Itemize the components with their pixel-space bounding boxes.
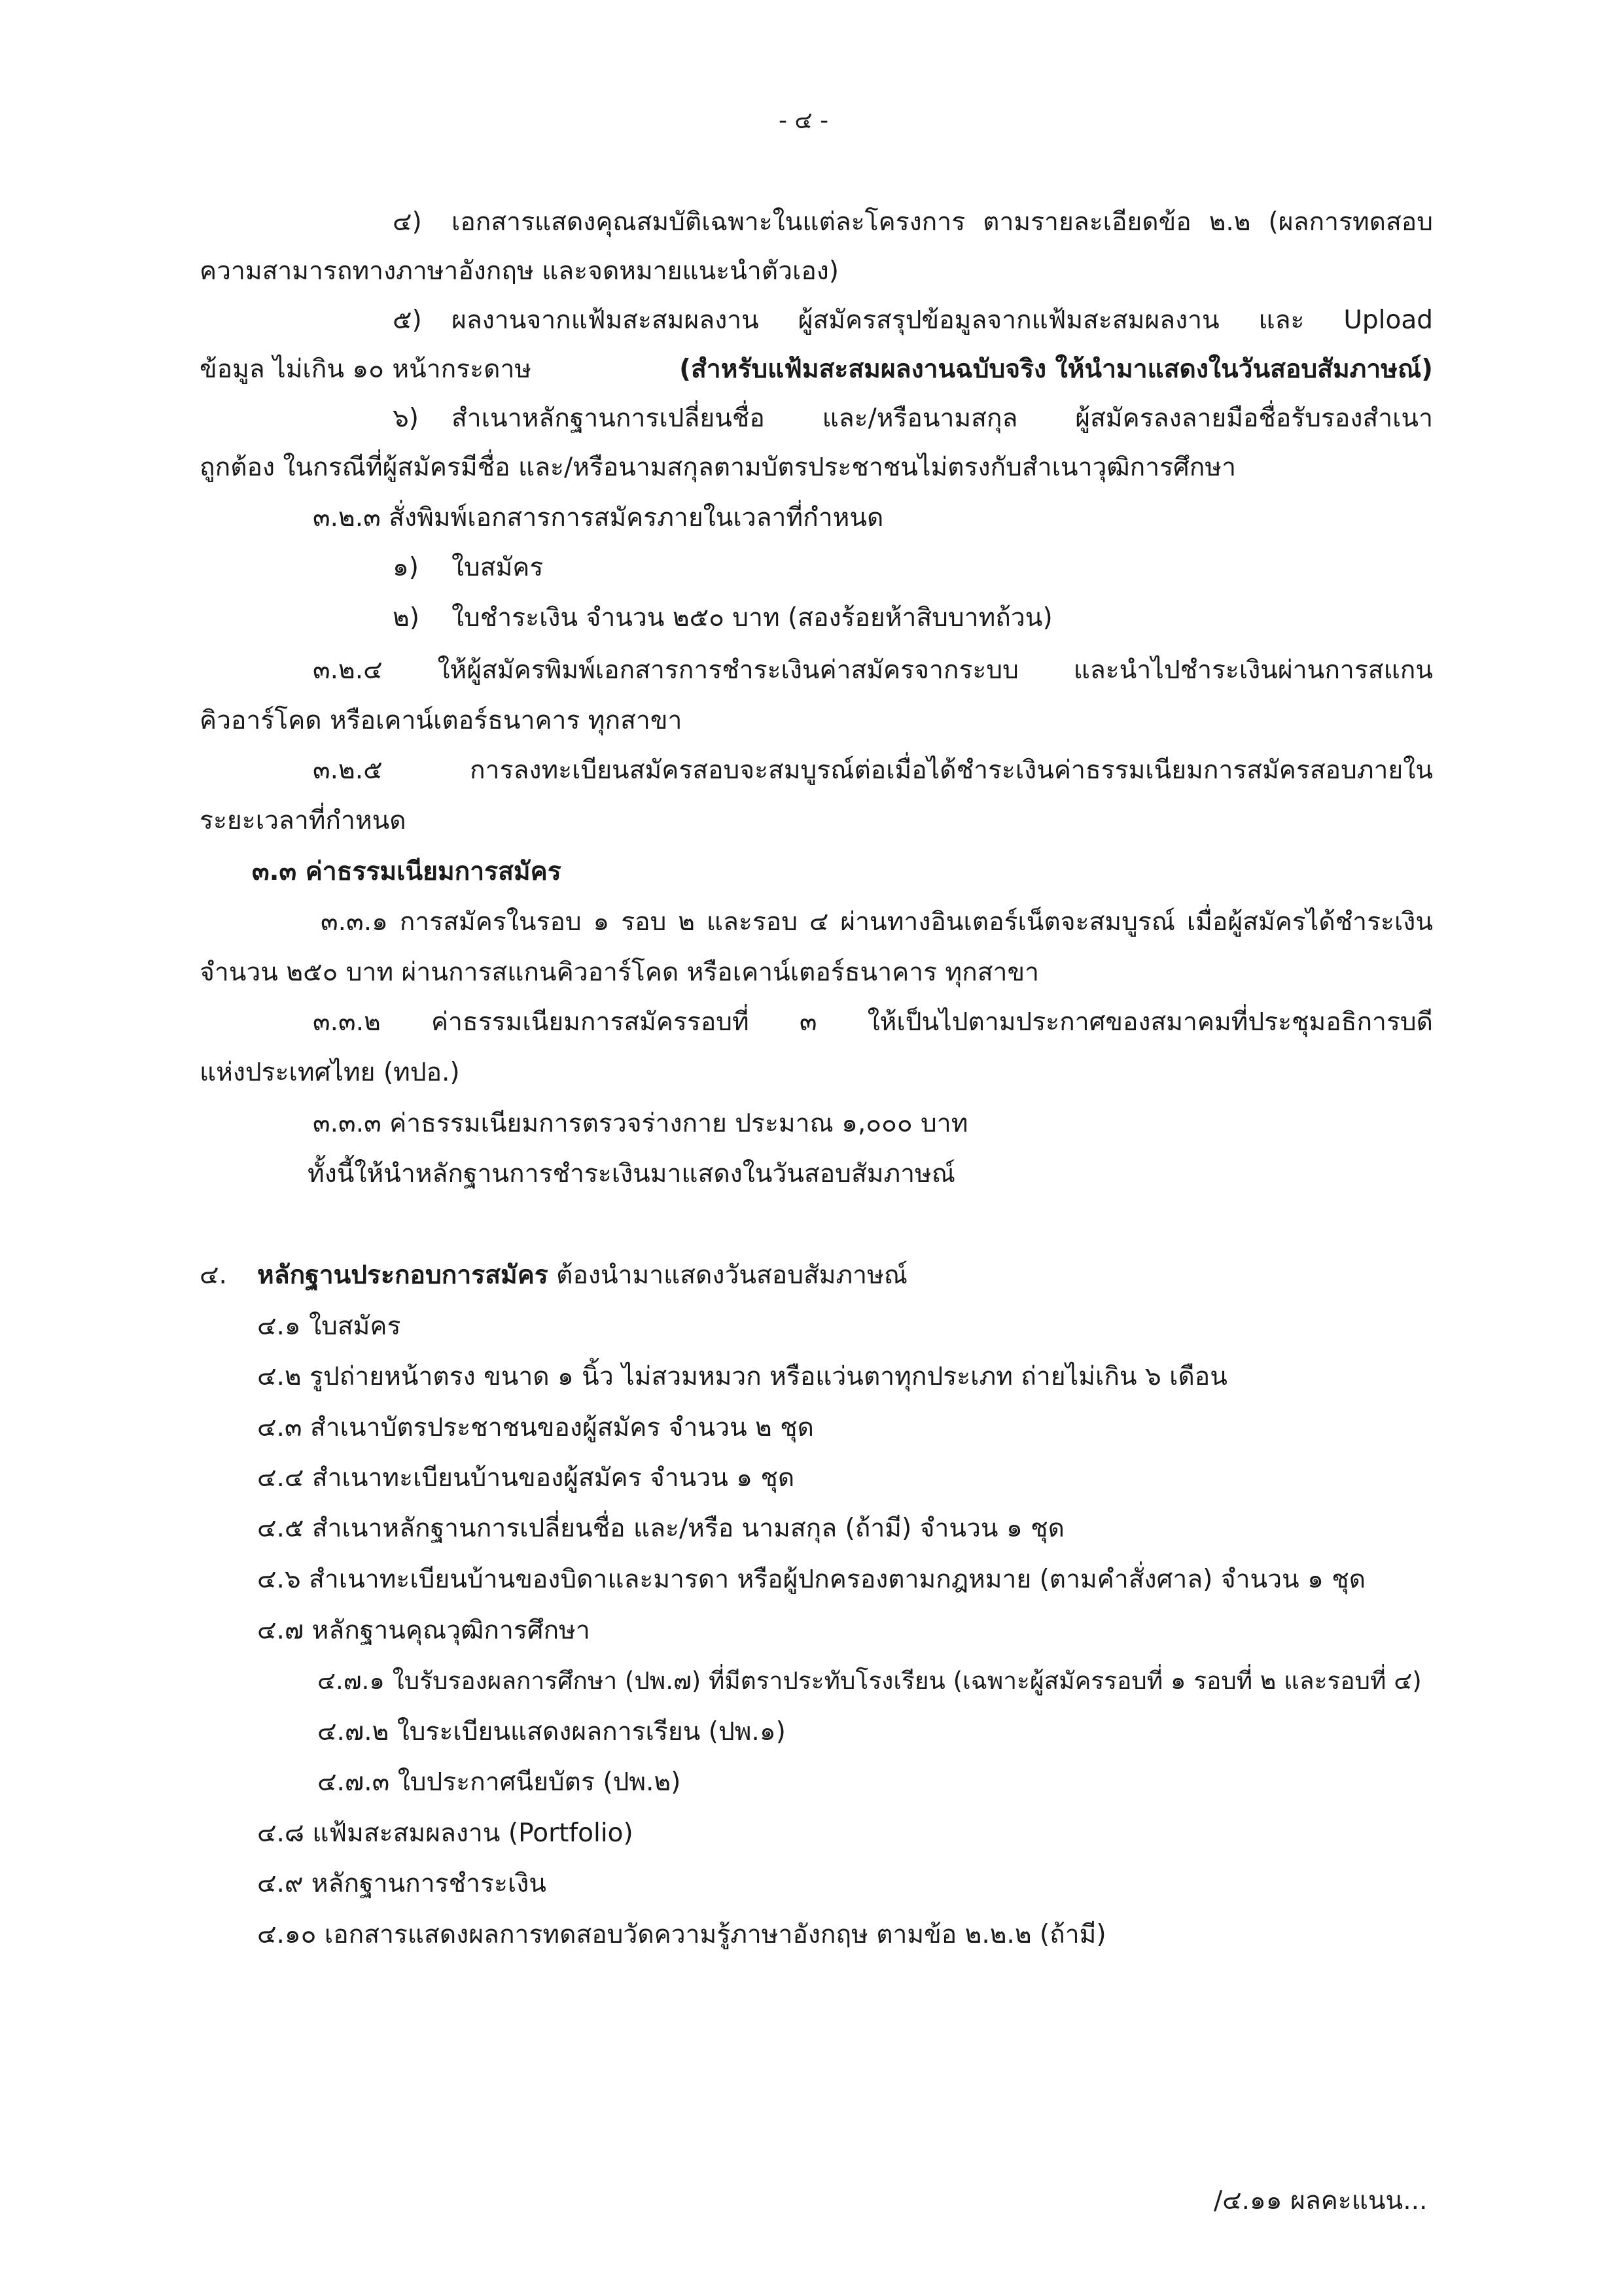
item-4-10: ๔.๑๐ เอกสารแสดงผลการทดสอบวัดความรู้ภาษาอังกฤษ ตามข้อ ๒.๒.๒ (ถ้ามี) [257,1920,1106,1949]
section-3-2-5-continuation: ระยะเวลาที่กำหนด [200,806,406,835]
section-3-2-5: ๓.๒.๕ การลงทะเบียนสมัครสอบจะสมบูรณ์ต่อเมื่อได้ชำระเงินค่าธรรมเนียมการสมัครสอบภายใน [313,756,1433,785]
item-5-text: ผลงานจากแฟ้มสะสมผลงาน ผู้สมัครสรุปข้อมูลจากแฟ้มสะสมผลงาน และ Upload [451,305,1433,335]
item-5-continuation-text: ข้อมูล ไม่เกิน ๑๐ หน้ากระดาษ [200,355,532,384]
section-3-2-4-continuation: คิวอาร์โคด หรือเคาน์เตอร์ธนาคาร ทุกสาขา [200,706,682,735]
item-4-7-1: ๔.๗.๑ ใบรับรองผลการศึกษา (ปพ.๗) ที่มีตราประทับโรงเรียน (เฉพาะผู้สมัครรอบที่ ๑ รอบที่ ๒ และรอบที่ ๔) [317,1667,1422,1695]
payment-proof-note: ทั้งนี้ให้นำหลักฐานการชำระเงินมาแสดงในวันสอบสัมภาษณ์ [308,1159,955,1189]
sub-item-1-number: ๑) [393,553,419,582]
sub-item-2-number: ๒) [393,603,419,633]
item-5-continuation-bold: (สำหรับแฟ้มสะสมผลงานฉบับจริง ให้นำมาแสดงในวันสอบสัมภาษณ์) [679,355,1433,384]
item-4-4: ๔.๔ สำเนาทะเบียนบ้านของผู้สมัคร จำนวน ๑ ชุด [257,1463,795,1493]
item-6-number: ๖) [393,404,419,433]
item-4-7-3: ๔.๗.๓ ใบประกาศนียบัตร (ปพ.๒) [317,1767,681,1797]
section-4-heading [257,1259,908,1292]
section-3-3-2-continuation: แห่งประเทศไทย (ทปอ.) [200,1058,460,1087]
section-3-2-4: ๓.๒.๔ ให้ผู้สมัครพิมพ์เอกสารการชำระเงินค่าสมัครจากระบบ และนำไปชำระเงินผ่านการสแกน [313,655,1433,685]
item-4-1: ๔.๑ ใบสมัคร [257,1312,401,1341]
item-4-5: ๔.๕ สำเนาหลักฐานการเปลี่ยนชื่อ และ/หรือ นามสกุล (ถ้ามี) จำนวน ๑ ชุด [257,1514,1065,1543]
section-4-number: ๔. [200,1261,227,1290]
item-5-number: ๕) [393,305,422,335]
section-3-3-heading: ๓.๓ ค่าธรรมเนียมการสมัคร [252,857,561,886]
item-6-text: สำเนาหลักฐานการเปลี่ยนชื่อ และ/หรือนามสกุล ผู้สมัครลงลายมือชื่อรับรองสำเนา [451,404,1433,433]
item-4-8: ๔.๘ แฟ้มสะสมผลงาน (Portfolio) [257,1818,633,1848]
item-4-7: ๔.๗ หลักฐานคุณวุฒิการศึกษา [257,1616,590,1645]
item-4-text: เอกสารแสดงคุณสมบัติเฉพาะในแต่ละโครงการ ตามรายละเอียดข้อ ๒.๒ (ผลการทดสอบ [451,207,1433,237]
item-4-6: ๔.๖ สำเนาทะเบียนบ้านของบิดาและมารดา หรือผู้ปกครองตามกฎหมาย (ตามคำสั่งศาล) จำนวน ๑ ชุด [257,1565,1366,1594]
section-3-3-2: ๓.๓.๒ ค่าธรรมเนียมการสมัครรอบที่ ๓ ให้เป็นไปตามประกาศของสมาคมที่ประชุมอธิการบดี [313,1007,1433,1037]
section-3-3-1-continuation: จำนวน ๒๕๐ บาท ผ่านการสแกนคิวอาร์โคด หรือเคาน์เตอร์ธนาคาร ทุกสาขา [200,958,1040,987]
section-4-heading-text: ต้องนำมาแสดงวันสอบสัมภาษณ์ [548,1261,908,1290]
item-4-3: ๔.๓ สำเนาบัตรประชาชนของผู้สมัคร จำนวน ๒ ชุด [257,1413,814,1442]
item-6-continuation: ถูกต้อง ในกรณีที่ผู้สมัครมีชื่อ และ/หรือนามสกุลตามบัตรประชาชนไม่ตรงกับสำเนาวุฒิการศึกษา [200,453,1237,482]
item-4-9: ๔.๙ หลักฐานการชำระเงิน [257,1869,546,1898]
sub-item-1-text: ใบสมัคร [451,553,544,582]
item-4-number: ๔) [393,207,422,237]
section-4-heading-bold: หลักฐานประกอบการสมัคร [257,1261,548,1290]
sub-item-2-text: ใบชำระเงิน จำนวน ๒๕๐ บาท (สองร้อยห้าสิบบาทถ้วน) [451,603,1053,633]
item-4-continuation: ความสามารถทางภาษาอังกฤษ และจดหมายแนะนำตัวเอง) [200,256,839,286]
footer-continuation: /๔.๑๑ ผลคะแนน... [1214,2186,1428,2216]
section-3-3-3: ๓.๓.๓ ค่าธรรมเนียมการตรวจร่างกาย ประมาณ ๑,๐๐๐ บาท [313,1109,968,1138]
section-3-2-3: ๓.๒.๓ สั่งพิมพ์เอกสารการสมัครภายในเวลาที่กำหนด [313,503,884,532]
page-number: - ๔ - [779,107,829,134]
item-4-2: ๔.๒ รูปถ่ายหน้าตรง ขนาด ๑ นิ้ว ไม่สวมหมวก หรือแว่นตาทุกประเภท ถ่ายไม่เกิน ๖ เดือน [257,1362,1227,1391]
section-3-3-1: ๓.๓.๑ การสมัครในรอบ ๑ รอบ ๒ และรอบ ๔ ผ่านทางอินเตอร์เน็ตจะสมบูรณ์ เมื่อผู้สมัครได้ชำระเงิน [321,907,1433,937]
item-4-7-2: ๔.๗.๒ ใบระเบียนแสดงผลการเรียน (ปพ.๑) [317,1717,786,1747]
item-5-continuation [200,353,1433,386]
